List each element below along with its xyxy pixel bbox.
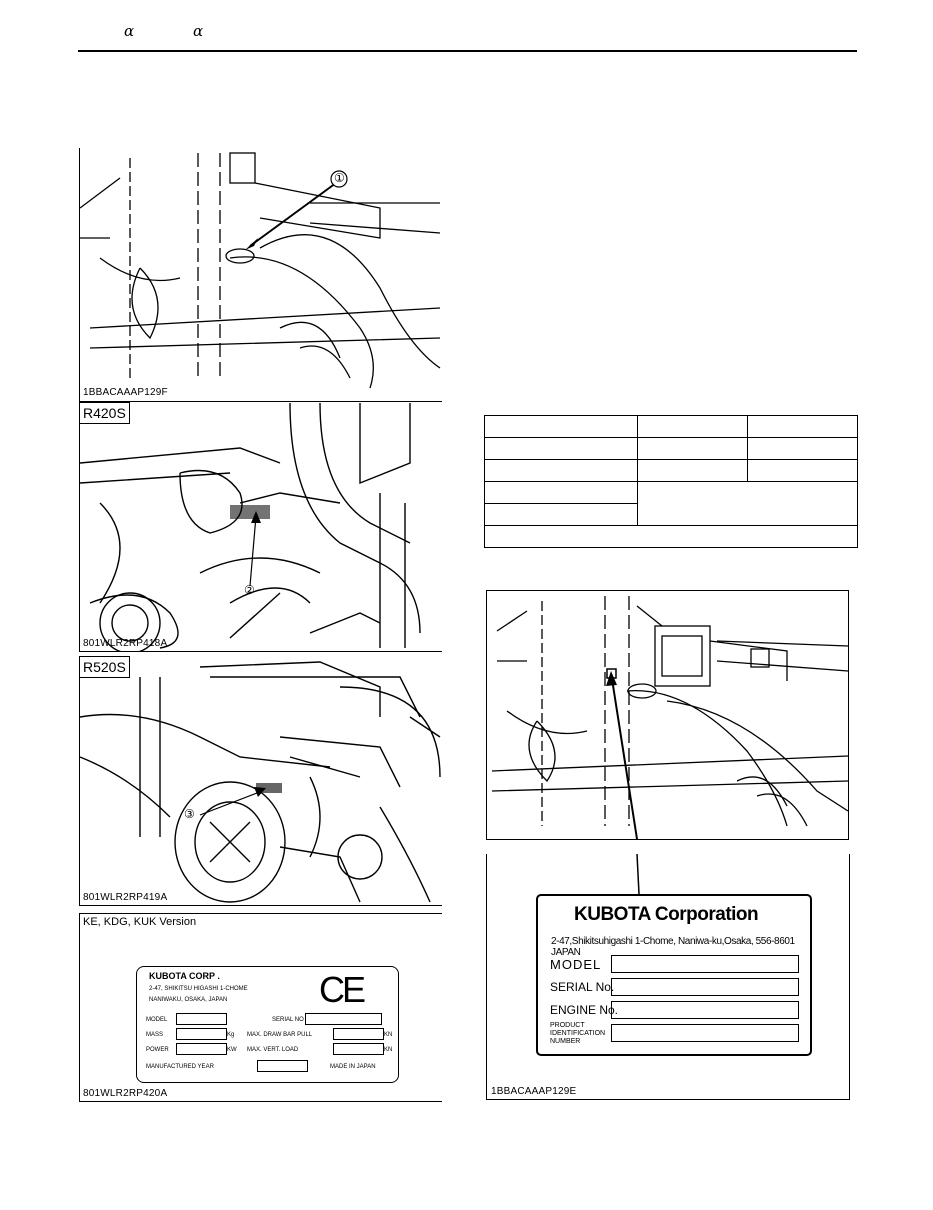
ce-plate-address-2: NANIWAKU, OSAKA, JAPAN [149,997,228,1003]
figure-5-caption: 1BBACAAAP129E [491,1086,577,1097]
table-cell [638,438,748,460]
kubota-plate-serial-label: SERIAL No. [550,980,615,994]
ce-plate-model-field [176,1013,227,1025]
ce-plate-drawbar-label: MAX. DRAW BAR PULL [247,1032,313,1038]
kubota-plate-model-field [611,955,799,973]
table-cell [638,416,748,438]
table-cell [485,460,638,482]
table-row [485,482,858,504]
ce-plate-power-field [176,1043,227,1055]
ce-plate-year-field [257,1060,308,1072]
table-row [485,438,858,460]
figure-1-engine-serial-location [79,148,442,402]
figure-3-caption: 801WLR2RP419A [83,892,168,903]
ce-plate-serial-label: SERIAL NO [272,1017,304,1023]
figure-5-plate-location [486,590,849,840]
ce-plate-address-1: 2-47, SHIKITSU HIGASHI 1-CHOME [149,986,248,992]
header-rule [78,50,857,52]
ce-nameplate [136,966,399,1083]
figure-3-r520s [79,657,442,906]
table-cell [485,482,638,504]
table-cell [485,526,858,548]
ce-plate-made-in: MADE IN JAPAN [330,1064,376,1070]
kubota-plate-pin-label-3: NUMBER [550,1038,581,1045]
header-alpha-2: α [193,22,204,40]
figure-1-drawing [80,148,442,401]
figure-2-drawing [80,403,442,651]
ce-plate-kg-unit: Kg [227,1032,235,1038]
ce-plate-model-label: MODEL [146,1017,168,1023]
table-cell [638,482,858,526]
ce-plate-serial-field [305,1013,382,1025]
model-spec-table [484,415,858,548]
ce-plate-drawbar-field [333,1028,384,1040]
ce-plate-company: KUBOTA CORP . [149,971,220,981]
ce-plate-power-label: POWER [146,1047,169,1053]
kubota-plate-pin-label-2: IDENTIFICATION [550,1030,606,1037]
kubota-plate-model-label: MODEL [550,957,602,972]
kubota-plate-engine-label: ENGINE No. [550,1003,619,1017]
ce-plate-kn-unit-1: KN [384,1032,393,1038]
figure-5-drawing [487,591,848,839]
ce-plate-mass-label: MASS [146,1032,164,1038]
figure-1-caption: 1BBACAAAP129F [83,387,168,398]
kubota-plate-address: 2-47,Shikitsuhigashi 1-Chome, Naniwa-ku,Osaka, 556-8601 JAPAN [551,936,795,958]
table-cell [485,504,638,526]
figure-3-drawing [80,657,442,905]
kubota-nameplate [536,894,812,1056]
table-cell [485,416,638,438]
callout-2: ② [244,583,255,597]
figure-2-model-tag: R420S [79,402,130,424]
ce-plate-kw-unit: KW [227,1047,237,1053]
ce-plate-mass-field [176,1028,227,1040]
ce-plate-year-label: MANUFACTURED YEAR [146,1064,214,1070]
header-alpha-1: α [124,22,135,40]
figure-3-model-tag: R520S [79,656,130,678]
table-cell [485,438,638,460]
ce-plate-kn-unit-2: KN [384,1047,393,1053]
ce-plate-vert-load-field [333,1043,384,1055]
figure-2-caption: 801WLR2RP418A [83,638,168,649]
ce-mark: CE [319,969,364,1010]
kubota-plate-pin-label-1: PRODUCT [550,1022,585,1029]
table-cell [748,416,858,438]
table-row [485,416,858,438]
kubota-plate-company: KUBOTA Corporation [574,904,759,925]
table-row [485,526,858,548]
kubota-plate-engine-field [611,1001,799,1019]
table-cell [748,460,858,482]
callout-3: ③ [184,807,195,821]
table-cell [748,438,858,460]
figure-2-r420s [79,403,442,652]
figure-4-ce-plate [79,913,442,1102]
callout-1: ① [334,171,345,185]
figure-5-kubota-plate [486,854,850,1100]
kubota-plate-serial-field [611,978,799,996]
figure-4-title: KE, KDG, KUK Version [83,916,197,928]
figure-4-caption: 801WLR2RP420A [83,1088,168,1099]
table-row [485,460,858,482]
kubota-plate-pin-field [611,1024,799,1042]
table-cell [638,460,748,482]
ce-plate-vert-load-label: MAX. VERT. LOAD [247,1047,299,1053]
